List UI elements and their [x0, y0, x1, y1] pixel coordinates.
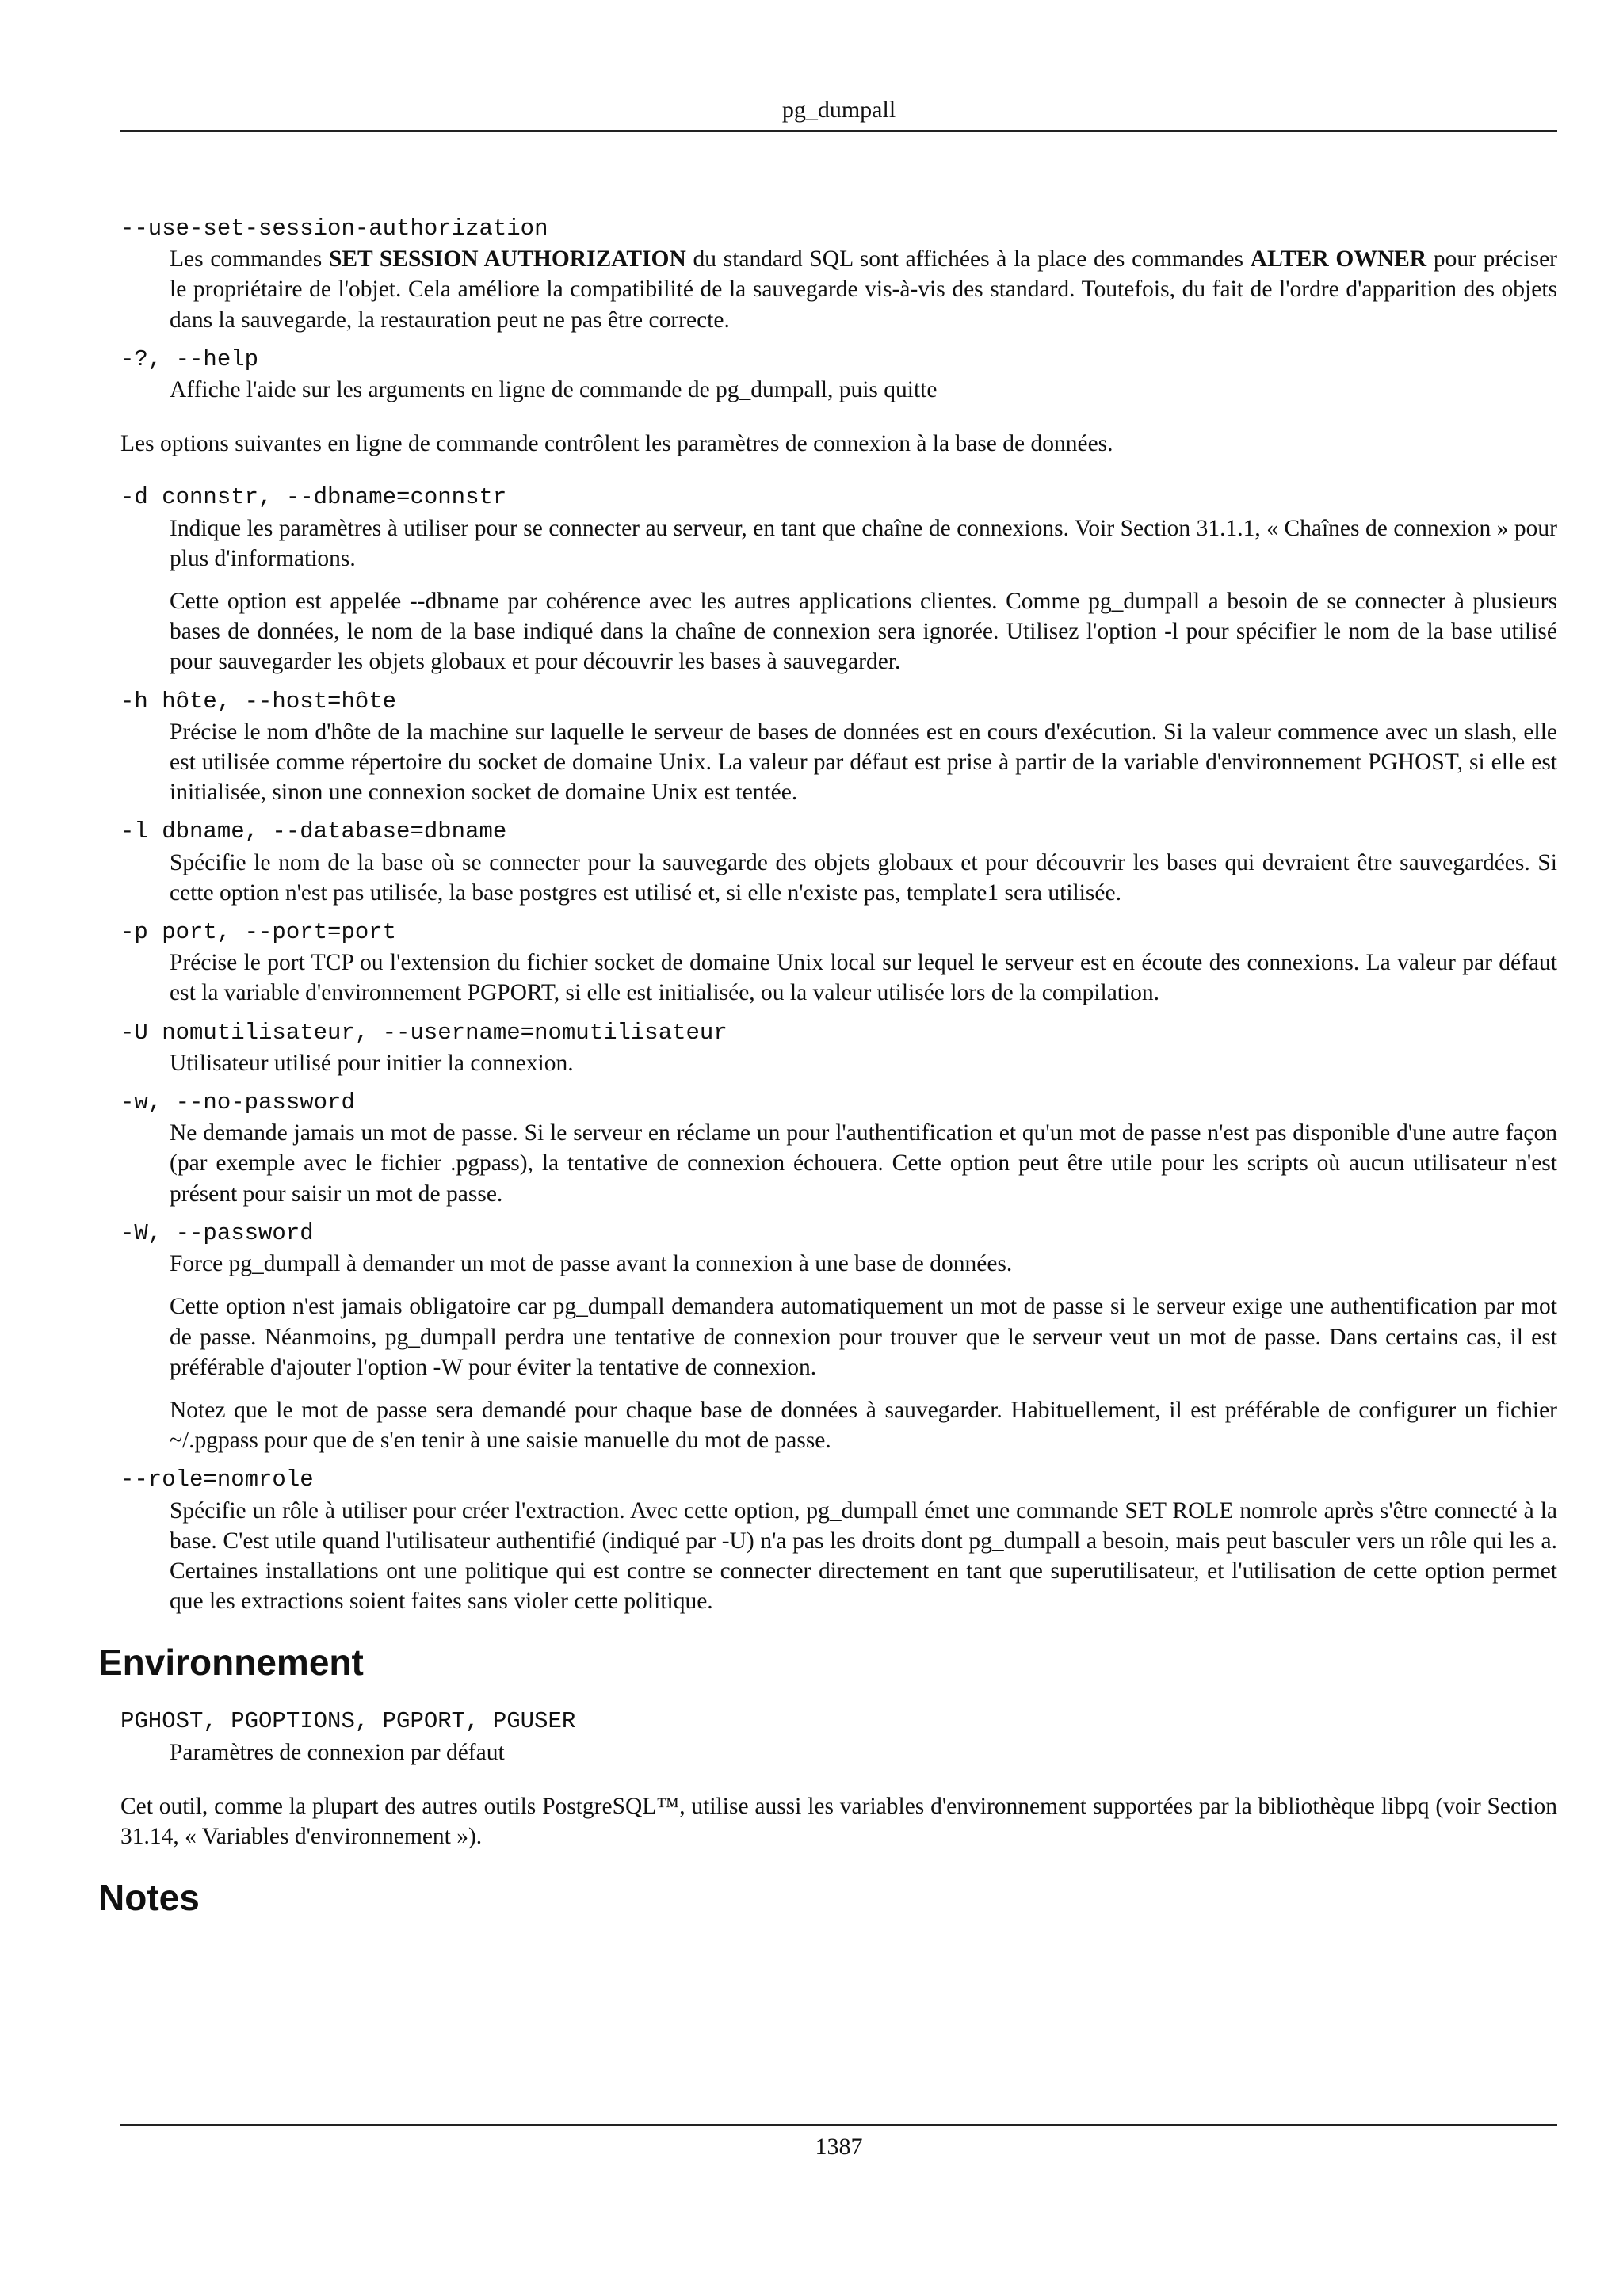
- option-term: -d connstr, --dbname=connstr: [120, 484, 507, 511]
- option-term: -l dbname, --database=dbname: [120, 818, 507, 845]
- header-title: pg_dumpall: [781, 97, 896, 123]
- option-role: [120, 1465, 1557, 1616]
- connection-intro: Les options suivantes en ligne de commande contrôlent les paramètres de connexion à la base de données.: [120, 431, 1113, 457]
- option-paragraph: Force pg_dumpall à demander un mot de passe avant la connexion à une base de données.: [170, 1251, 1013, 1277]
- page-footer: [120, 2124, 1557, 2165]
- option-paragraph: Précise le port TCP ou l'extension du fichier socket de domaine Unix local sur lequel le serveur est en écoute des connexions. La valeur par défaut est la variable d'environnement PGPORT, si elle est initialisée, ou la valeur utilisée lors de la compilation.: [170, 950, 1557, 1006]
- option-description: [120, 948, 1557, 1008]
- option-paragraph: [170, 244, 1557, 335]
- option-description: [120, 717, 1557, 808]
- option-dbname: [120, 482, 1557, 677]
- option-term: -h hôte, --host=hôte: [120, 688, 397, 715]
- option-term: -U nomutilisateur, --username=nomutilisateur: [120, 1019, 727, 1046]
- env-variables: [120, 1707, 1557, 1767]
- option-paragraph: Utilisateur utilisé pour initier la connexion.: [170, 1050, 574, 1076]
- option-host: [120, 687, 1557, 808]
- option-description: [120, 1048, 1557, 1078]
- option-paragraph: Affiche l'aide sur les arguments en ligne de commande de pg_dumpall, puis quitte: [170, 377, 938, 403]
- option-description: [120, 1118, 1557, 1209]
- option-term: --use-set-session-authorization: [120, 215, 548, 242]
- option-username: [120, 1018, 1557, 1078]
- section-heading-notes: Notes: [98, 1877, 200, 1919]
- text-fragment: Les commandes: [170, 246, 329, 273]
- section-heading-environnement: Environnement: [98, 1642, 364, 1684]
- running-header: [120, 92, 1557, 132]
- environment-paragraph: Cet outil, comme la plupart des autres outils PostgreSQL™, utilise aussi les variables d'environnement supportées par la bibliothèque libpq (voir Section 31.14, « Variables d'environnement »).: [120, 1793, 1557, 1849]
- option-paragraph: Paramètres de connexion par défaut: [170, 1739, 505, 1765]
- option-port: [120, 917, 1557, 1009]
- option-password: [120, 1219, 1557, 1455]
- option-paragraph: Indique les paramètres à utiliser pour se connecter au serveur, en tant que chaîne de connexions. Voir Section 31.1.1, « Chaînes de connexion » pour plus d'informations.: [170, 515, 1557, 571]
- sql-keyword: SET SESSION AUTHORIZATION: [328, 246, 686, 273]
- option-paragraph: Précise le nom d'hôte de la machine sur laquelle le serveur de bases de données est en cours d'exécution. Si la valeur commence avec un slash, elle est utilisée comme répertoire du socket de domaine Unix. La valeur par défaut est prise à partir de la variable d'environnement PGHOST, si elle est initialisée, sinon une connexion socket de domaine Unix est tentée.: [170, 719, 1557, 806]
- page-number: 1387: [815, 2134, 863, 2160]
- option-paragraph: Cette option n'est jamais obligatoire car pg_dumpall demandera automatiquement un mot de passe si le serveur exige une authentification par mot de passe. Néanmoins, pg_dumpall perdra une tentative de connexion pour trouver que le serveur veut un mot de passe. Dans certains cas, il est préférable d'ajouter l'option -W pour éviter la tentative de connexion.: [170, 1294, 1557, 1380]
- option-paragraph: Notez que le mot de passe sera demandé pour chaque base de données à sauvegarder. Habituellement, il est préférable de configurer un fichier ~/.pgpass pour que de s'en tenir à une saisie manuelle du mot de passe.: [170, 1397, 1557, 1454]
- option-use-set-session-authorization: [120, 214, 1557, 335]
- option-database: [120, 817, 1557, 908]
- sql-keyword: ALTER OWNER: [1250, 246, 1427, 273]
- option-paragraph: Spécifie un rôle à utiliser pour créer l'extraction. Avec cette option, pg_dumpall émet une commande SET ROLE nomrole après s'être connecté à la base. C'est utile quand l'utilisateur authentifié (indiqué par -U) n'a pas les droits dont pg_dumpall a besoin, mais peut basculer vers un rôle qui les a. Certaines installations ont une politique qui est contre se connecter directement en tant que superutilisateur, et l'utilisation de cette option permet que les extractions soient faites sans violer cette politique.: [170, 1497, 1557, 1615]
- option-description: [120, 848, 1557, 908]
- option-description: [120, 244, 1557, 335]
- text-fragment: pour préciser le propriétaire de l'objet. Cela améliore la compatibilité de la sauvegarde vis-à-vis des standard. Toutefois, du fait de l'ordre d'apparition des objets dans la sauvegarde, la restauration peut ne pas être correcte.: [170, 246, 1557, 333]
- option-description: [120, 1249, 1557, 1455]
- option-term: PGHOST, PGOPTIONS, PGPORT, PGUSER: [120, 1708, 576, 1735]
- option-term: --role=nomrole: [120, 1466, 314, 1493]
- option-no-password: [120, 1088, 1557, 1209]
- text-fragment: du standard SQL sont affichées à la place des commandes: [685, 246, 1251, 273]
- page-content: [98, 204, 1557, 1942]
- option-term: -p port, --port=port: [120, 919, 397, 946]
- option-help: [120, 345, 1557, 405]
- option-description: [120, 1496, 1557, 1617]
- option-term: -W, --password: [120, 1219, 314, 1246]
- option-description: [120, 1737, 1557, 1768]
- option-paragraph: Spécifie le nom de la base où se connecter pour la sauvegarde des objets globaux et pour découvrir les bases qui devraient être sauvegardées. Si cette option n'est pas utilisée, la base postgres est utilisé et, si elle n'existe pas, template1 sera utilisée.: [170, 849, 1557, 906]
- option-paragraph: Cette option est appelée --dbname par cohérence avec les autres applications clientes. Comme pg_dumpall a besoin de se connecter à plusieurs bases de données, le nom de la base indiqué dans la chaîne de connexion sera ignorée. Utilisez l'option -l pour spécifier le nom de la base utilisé pour sauvegarder les objets globaux et pour découvrir les bases à sauvegarder.: [170, 589, 1557, 675]
- option-term: -w, --no-password: [120, 1089, 355, 1116]
- option-term: -?, --help: [120, 345, 259, 372]
- option-description: [120, 513, 1557, 677]
- option-paragraph: Ne demande jamais un mot de passe. Si le serveur en réclame un pour l'authentification et qu'un mot de passe n'est pas disponible d'une autre façon (par exemple avec le fichier .pgpass), la tentative de connexion échouera. Cette option peut être utile pour les scripts où aucun utilisateur n'est présent pour saisir un mot de passe.: [170, 1120, 1557, 1207]
- option-description: [120, 375, 1557, 405]
